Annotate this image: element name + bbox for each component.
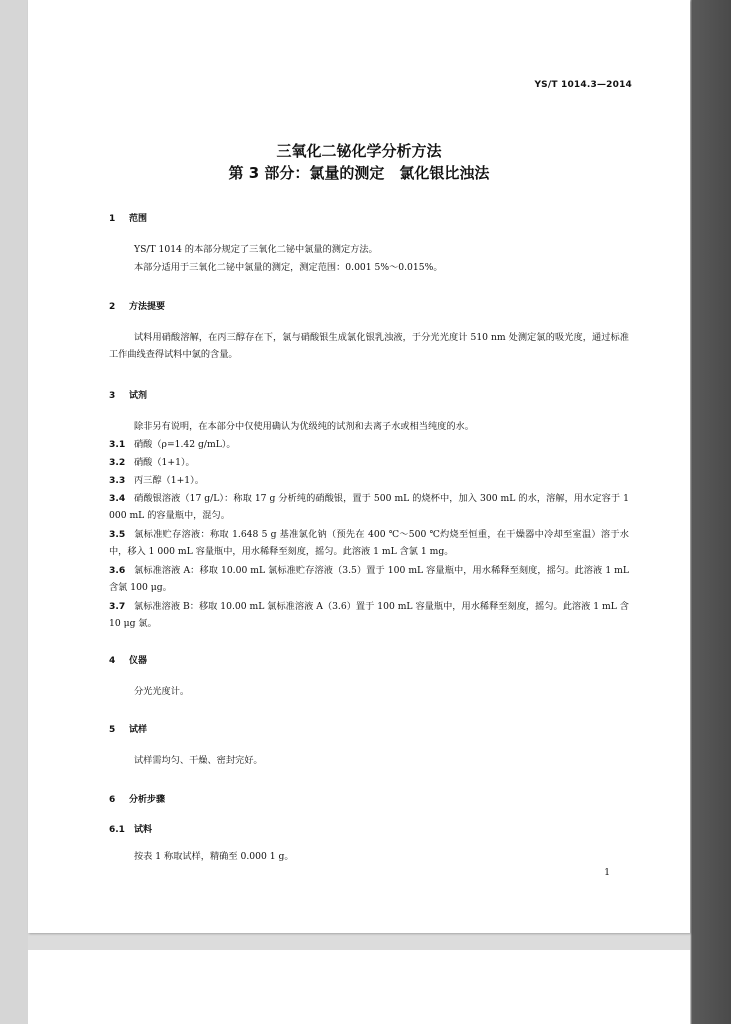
- document-subtitle: 第 3 部分：氯量的测定 氯化银比浊法: [228, 164, 490, 182]
- section-title: 仪器: [129, 656, 148, 666]
- section-number: 6: [109, 795, 116, 805]
- item-number: 3.7: [109, 601, 126, 612]
- section-heading-5: [109, 722, 147, 735]
- section-number: 4: [109, 656, 116, 666]
- section-heading-1: [109, 211, 147, 224]
- item-text: 氯标准贮存溶液：称取 1.648 5 g 基准氯化钠（预先在 400 ℃～500 ℃灼烧至恒重，在干燥器中冷却至室温）溶于水中，移入 1 000 mL 容量瓶中，用水稀释至刻度，摇匀。此溶液 1 mL 含氯 1 mg。: [109, 529, 629, 557]
- reagent-item: [109, 562, 629, 596]
- section-number: 5: [109, 725, 116, 735]
- item-number: 3.2: [109, 457, 126, 468]
- section-title: 范围: [129, 214, 148, 224]
- reagent-item: [109, 598, 629, 632]
- reagent-item: [109, 472, 629, 489]
- document-page: [28, 0, 690, 933]
- method-summary-paragraph: 试料用硝酸溶解，在丙三醇存在下，氯与硝酸银生成氯化银乳浊液，于分光光度计 510 nm 处测定氯的吸光度，通过标准工作曲线查得试料中氯的含量。: [109, 332, 629, 360]
- reagent-item: [109, 436, 629, 453]
- subsection-heading-6-1: [109, 822, 152, 835]
- item-number: 3.4: [109, 493, 126, 504]
- standard-code: YS/T 1014.3—2014: [534, 80, 632, 90]
- apparatus-paragraph: 分光光度计。: [134, 686, 190, 697]
- test-portion-paragraph: 按表 1 称取试样，精确至 0.000 1 g。: [134, 851, 294, 862]
- subsection-number: 6.1: [109, 825, 125, 835]
- item-text: 氯标准溶液 A：移取 10.00 mL 氯标准贮存溶液（3.5）置于 100 mL 容量瓶中，用水稀释至刻度，摇匀。此溶液 1 mL 含氯 100 μg。: [109, 565, 629, 593]
- reagents-intro: 除非另有说明，在本部分中仅使用确认为优级纯的试剂和去离子水或相当纯度的水。: [134, 421, 474, 432]
- page-number: 1: [604, 868, 610, 878]
- section-heading-6: [109, 792, 165, 805]
- sample-paragraph: 试样需均匀、干燥、密封完好。: [134, 755, 263, 766]
- section-heading-3: [109, 388, 147, 401]
- reagent-item: [109, 454, 629, 471]
- scope-paragraph-1: YS/T 1014 的本部分规定了三氧化二铋中氯量的测定方法。: [134, 244, 378, 255]
- subsection-title: 试料: [134, 825, 153, 835]
- section-title: 试剂: [129, 391, 148, 401]
- item-text: 丙三醇（1+1）。: [134, 475, 204, 486]
- next-page: [28, 950, 690, 1024]
- section-number: 2: [109, 302, 116, 312]
- section-title: 试样: [129, 725, 148, 735]
- item-text: 硝酸（ρ=1.42 g/mL）。: [134, 439, 236, 450]
- item-text: 氯标准溶液 B：移取 10.00 mL 氯标准溶液 A（3.6）置于 100 mL 容量瓶中，用水稀释至刻度，摇匀。此溶液 1 mL 含 10 μg 氯。: [109, 601, 629, 629]
- item-number: 3.1: [109, 439, 126, 450]
- item-text: 硝酸（1+1）。: [134, 457, 195, 468]
- section-title: 方法提要: [129, 302, 166, 312]
- item-number: 3.3: [109, 475, 126, 486]
- document-title: 三氧化二铋化学分析方法: [276, 142, 442, 160]
- section-number: 1: [109, 214, 116, 224]
- scope-paragraph-2: 本部分适用于三氧化二铋中氯量的测定，测定范围：0.001 5%～0.015%。: [134, 262, 443, 273]
- item-text: 硝酸银溶液（17 g/L）：称取 17 g 分析纯的硝酸银，置于 500 mL 的烧杯中，加入 300 mL 的水，溶解，用水定容于 1 000 mL 的容量瓶中，混匀。: [109, 493, 629, 521]
- section-heading-4: [109, 653, 147, 666]
- section-heading-2: [109, 299, 165, 312]
- item-number: 3.5: [109, 529, 126, 540]
- reagent-item: [109, 526, 629, 560]
- reagent-item: [109, 490, 629, 524]
- section-title: 分析步骤: [129, 795, 166, 805]
- item-number: 3.6: [109, 565, 126, 576]
- section-number: 3: [109, 391, 116, 401]
